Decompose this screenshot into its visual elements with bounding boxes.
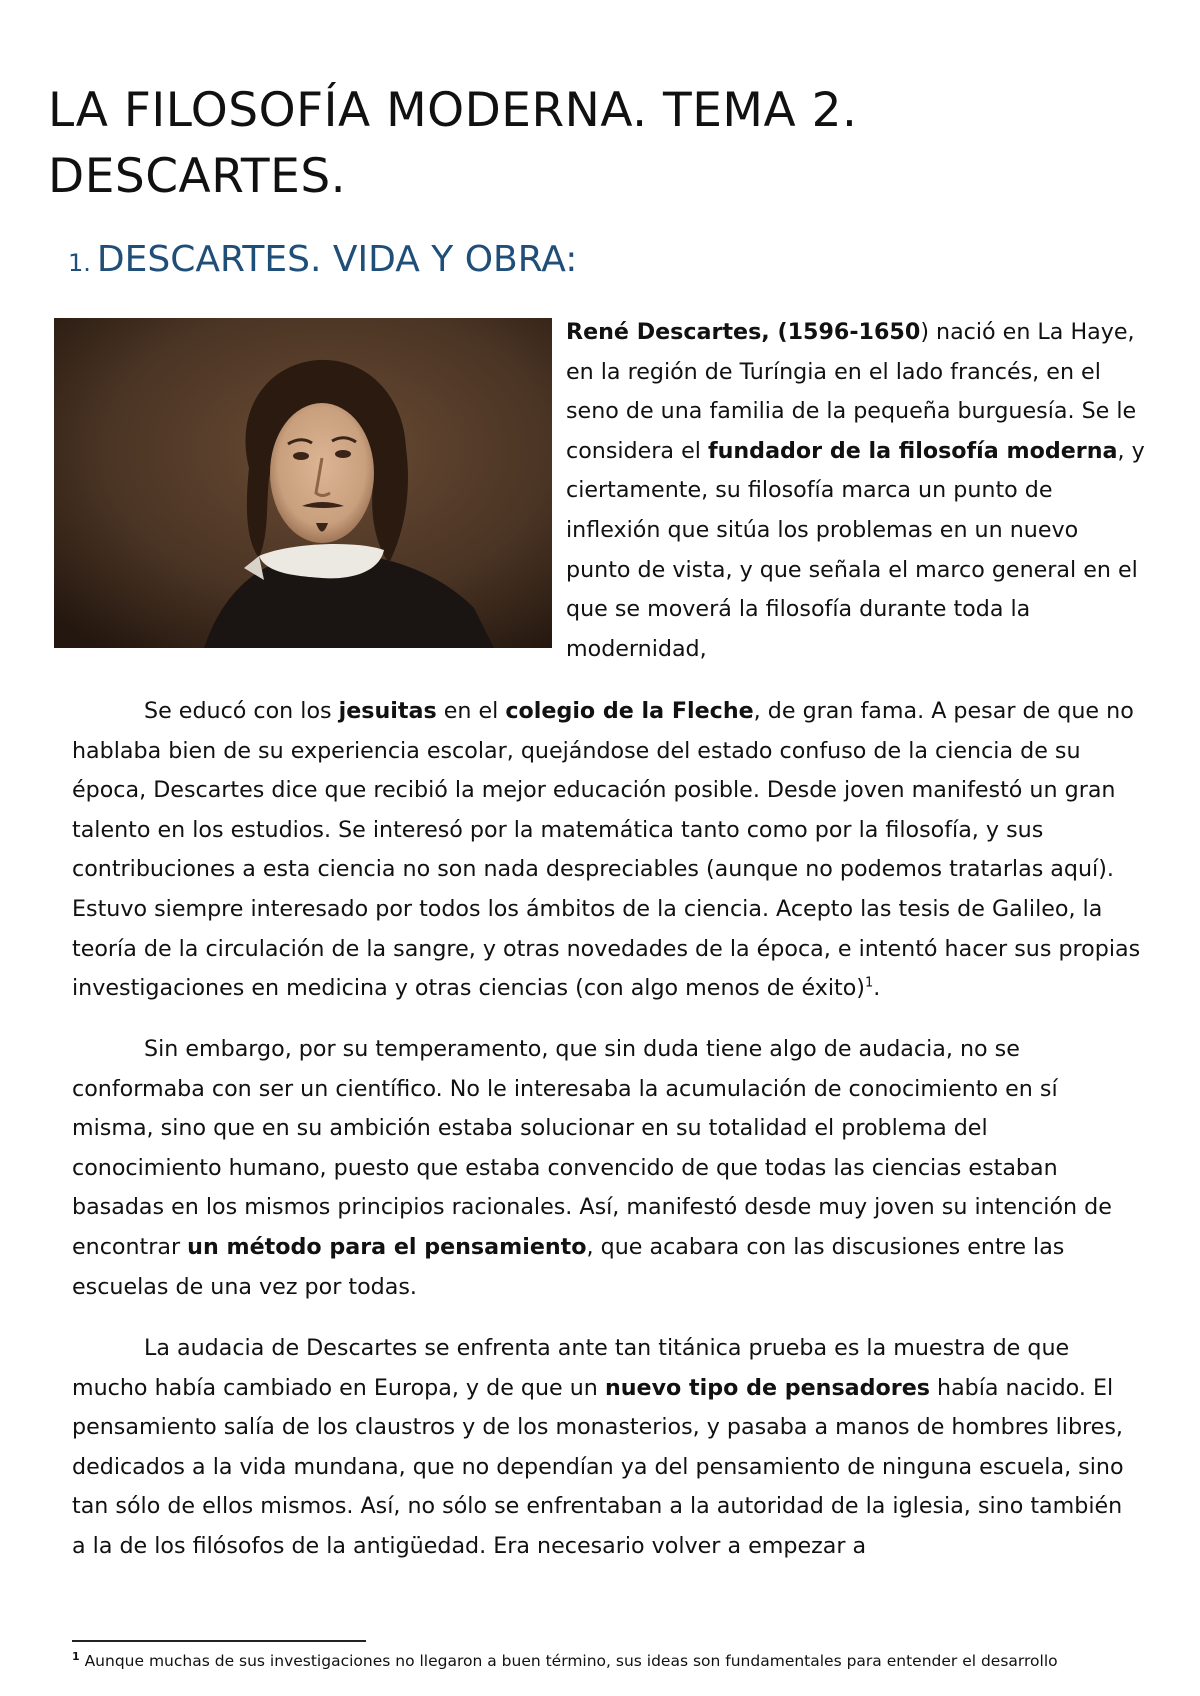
paragraph-new-thinkers: La audacia de Descartes se enfrenta ante tan titánica prueba es la muestra de que mucho había cambiado en Europa, y de que un nuevo tipo de pensadores había nacido. El pensamiento salía de los claustros y de los monasterios, y pasaba a manos de hombres libres, dedicados a la vida mundana, que no dependían ya del pensamiento de ninguna escuela, sino tan sólo de ellos mismos. Así, no sólo se enfrentaban a la autoridad de la iglesia, sino también a la de los filósofos de la antigüedad. Era necesario volver a empezar a <box>72 1335 1124 1559</box>
section-heading <box>68 236 577 287</box>
footnote-number: 1 <box>72 1649 80 1663</box>
section-title: DESCARTES. VIDA Y OBRA: <box>96 239 578 280</box>
paragraph-ambition: Sin embargo, por su temperamento, que sin duda tiene algo de audacia, no se conformaba con ser un científico. No le interesaba la acumulación de conocimiento en sí misma, sino que en su ambición estaba solucionar en su totalidad el problema del conocimiento humano, puesto que estaba convencido de que todas las ciencias estaban basadas en los mismos principios racionales. Así, manifestó desde muy joven su intención de encontrar un método para el pensamiento, que acabara con las discusiones entre las escuelas de una vez por todas. <box>72 1036 1112 1300</box>
intro-paragraph: René Descartes, (1596-1650) nació en La Haye, en la región de Turíngia en el lado francés, en el seno de una familia de la pequeña burguesía. Se le considera el fundador de la filosofía moderna, y ciertamente, su filosofía marca un punto de inflexión que sitúa los problemas en un nuevo punto de vista, y que señala el marco general en el que se moverá la filosofía durante toda la modernidad, <box>566 319 1145 662</box>
descartes-name-dates: René Descartes, (1596-1650 <box>566 319 921 345</box>
section-number: 1. <box>68 249 91 277</box>
footnote <box>72 1648 1182 1674</box>
footnote-text: Aunque muchas de sus investigaciones no llegaron a buen término, sus ideas son fundamentales para entender el desarrollo <box>79 1652 1058 1670</box>
descartes-portrait <box>54 318 552 648</box>
page-title: LA FILOSOFÍA MODERNA. TEMA 2. DESCARTES. <box>48 83 858 204</box>
footnote-reference[interactable]: 1 <box>864 975 874 991</box>
footnote-separator <box>72 1640 366 1642</box>
portrait-face <box>270 403 374 543</box>
paragraph-education: Se educó con los jesuitas en el colegio de la Fleche, de gran fama. A pesar de que no hablaba bien de su experiencia escolar, quejándose del estado confuso de la ciencia de su época, Descartes dice que recibió la mejor educación posible. Desde joven manifestó un gran talento en los estudios. Se interesó por la matemática tanto como por la filosofía, y sus contribuciones a esta ciencia no son nada despreciables (aunque no podemos tratarlas aquí). Estuvo siempre interesado por todos los ámbitos de la ciencia. Acepto las tesis de Galileo, la teoría de la circulación de la sangre, y otras novedades de la época, e intentó hacer sus propias investigaciones en medicina y otras ciencias (con algo menos de éxito)$^1$. <box>72 698 1141 1002</box>
